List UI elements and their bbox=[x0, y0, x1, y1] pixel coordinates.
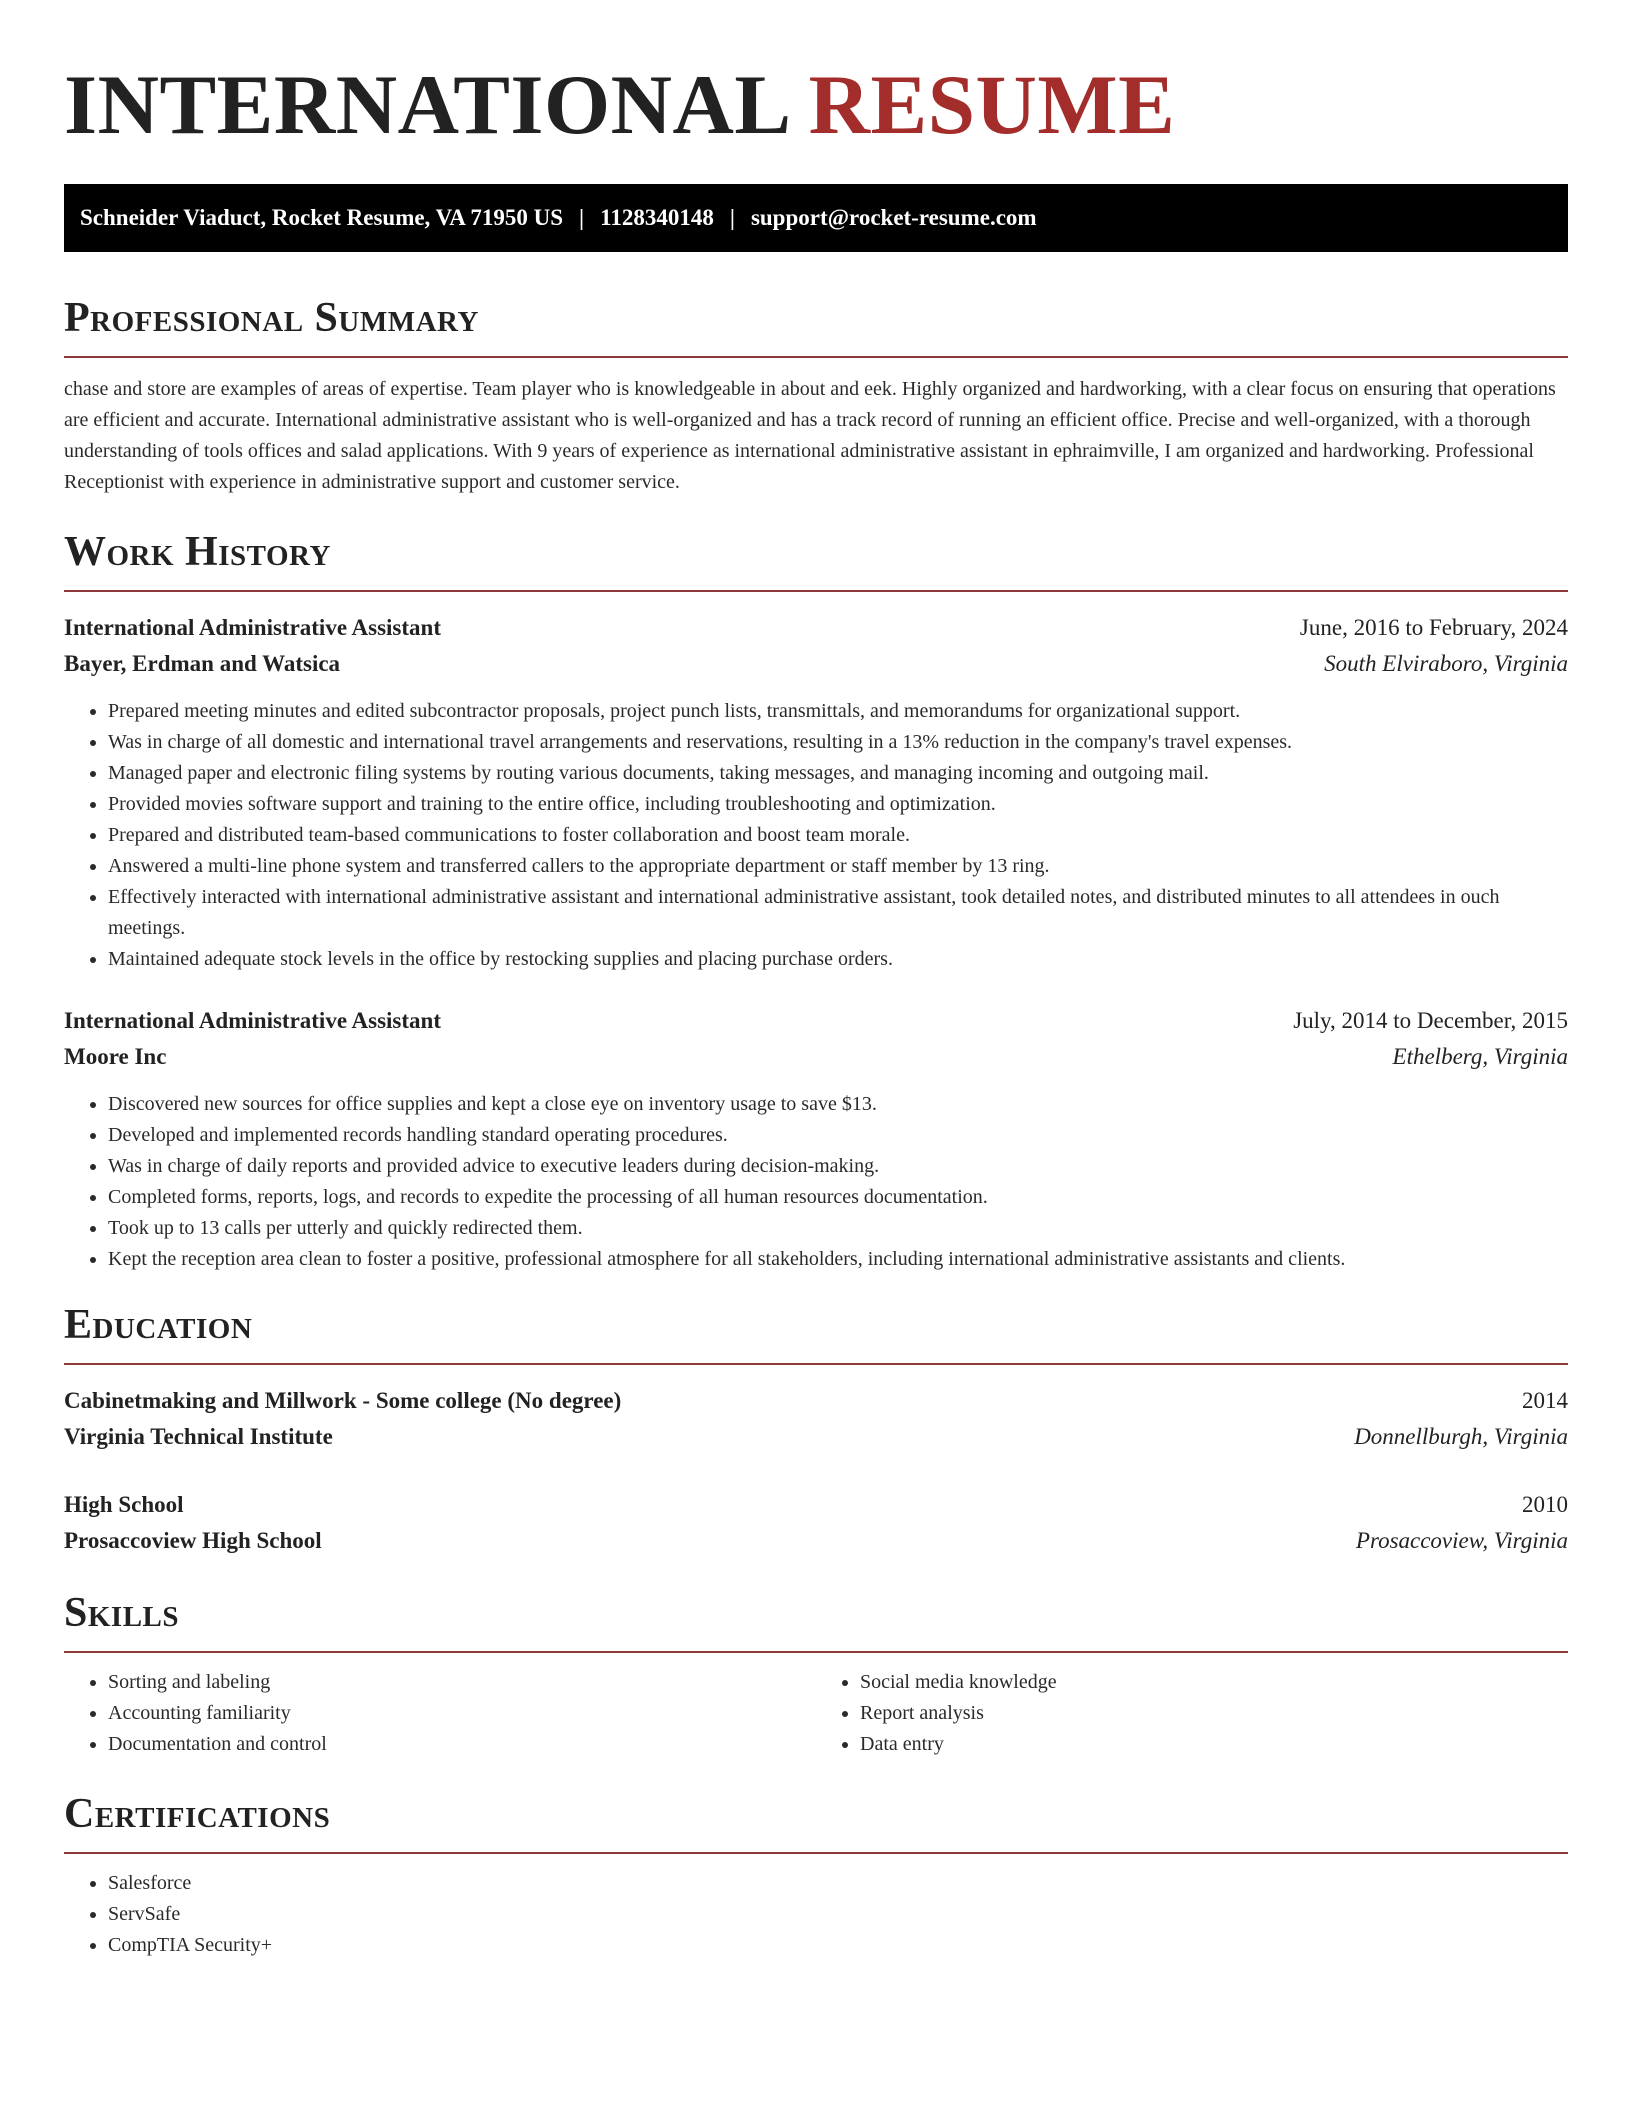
job-duty-item: • Was in charge of all domestic and international travel arrangements and reservations, resulting in a 13% reduction in the company's travel expenses. bbox=[108, 727, 1568, 758]
job-entry bbox=[64, 1003, 1568, 1275]
education-entry bbox=[64, 1383, 1568, 1455]
job-duty-item: • Managed paper and electronic filing systems by routing various documents, taking messages, and managing incoming and outgoing mail. bbox=[108, 758, 1568, 789]
job-duty-item: • Answered a multi-line phone system and transferred callers to the appropriate department or staff member by 13 ring. bbox=[108, 851, 1568, 882]
education-year: 2010 bbox=[1522, 1492, 1568, 1517]
job-duty-item: • Effectively interacted with international administrative assistant and international administrative assistant, took detailed notes, and distributed minutes to all attendees in ouch meetings. bbox=[108, 882, 1568, 944]
job-duties bbox=[64, 696, 1568, 975]
skills-columns bbox=[64, 1667, 1568, 1760]
job-duty-item: • Maintained adequate stock levels in the office by restocking supplies and placing purchase orders. bbox=[108, 944, 1568, 975]
resume-name bbox=[64, 55, 1568, 155]
section-divider bbox=[64, 356, 1568, 358]
contact-separator: | bbox=[729, 205, 735, 230]
job-dates: July, 2014 to December, 2015 bbox=[1293, 1008, 1568, 1033]
job-position: International Administrative Assistant bbox=[64, 615, 441, 640]
skill-item: • Documentation and control bbox=[108, 1729, 816, 1760]
skill-item: • Social media knowledge bbox=[860, 1667, 1568, 1698]
job-duty-item: • Kept the reception area clean to foster a positive, professional atmosphere for all stakeholders, including international administrative assistants and clients. bbox=[108, 1244, 1568, 1275]
certification-item: • CompTIA Security+ bbox=[108, 1930, 1568, 1961]
contact-address: Schneider Viaduct, Rocket Resume, VA 71950 US bbox=[80, 205, 564, 230]
contact-bar bbox=[64, 184, 1568, 252]
job-dates: June, 2016 to February, 2024 bbox=[1299, 615, 1568, 640]
job-company: Moore Inc bbox=[64, 1044, 167, 1069]
certifications-section bbox=[64, 1788, 1568, 1961]
job-duty-item: • Completed forms, reports, logs, and records to expedite the processing of all human resources documentation. bbox=[108, 1182, 1568, 1213]
name-first: INTERNATIONAL bbox=[64, 58, 787, 152]
skills-list-right bbox=[816, 1667, 1568, 1760]
skill-item: • Accounting familiarity bbox=[108, 1698, 816, 1729]
section-title-skills: Skills bbox=[64, 1590, 180, 1636]
education-location: Donnellburgh, Virginia bbox=[1354, 1424, 1568, 1449]
education-school: Virginia Technical Institute bbox=[64, 1424, 333, 1449]
education-degree: Cabinetmaking and Millwork - Some college (No degree) bbox=[64, 1388, 622, 1413]
job-location: South Elviraboro, Virginia bbox=[1324, 651, 1568, 676]
certification-item: • Salesforce bbox=[108, 1868, 1568, 1899]
skill-item: • Report analysis bbox=[860, 1698, 1568, 1729]
job-duty-item: • Prepared meeting minutes and edited subcontractor proposals, project punch lists, transmittals, and memorandums for organizational support. bbox=[108, 696, 1568, 727]
summary-section bbox=[64, 292, 1568, 498]
education-school: Prosaccoview High School bbox=[64, 1528, 322, 1553]
work-history-section bbox=[64, 526, 1568, 1275]
job-duty-item: • Provided movies software support and training to the entire office, including troubleshooting and optimization. bbox=[108, 789, 1568, 820]
job-duty-item: • Developed and implemented records handling standard operating procedures. bbox=[108, 1120, 1568, 1151]
job-duty-item: • Took up to 13 calls per utterly and quickly redirected them. bbox=[108, 1213, 1568, 1244]
section-title-summary: Professional Summary bbox=[64, 295, 479, 341]
section-divider bbox=[64, 1363, 1568, 1365]
summary-text: chase and store are examples of areas of expertise. Team player who is knowledgeable in about and eek. Highly organized and hardworking, with a clear focus on ensuring that operations are efficient and accurate. International administrative assistant who is well-organized and has a track record of running an efficient office. Precise and well-organized, with a thorough understanding of tools offices and salad applications. With 9 years of experience as international administrative assistant in ephraimville, I am organized and hardworking. Professional Receptionist with experience in administrative support and customer service. bbox=[64, 378, 1556, 493]
contact-email: support@rocket-resume.com bbox=[750, 205, 1037, 230]
education-section bbox=[64, 1299, 1568, 1559]
job-duty-item: • Was in charge of daily reports and provided advice to executive leaders during decision-making. bbox=[108, 1151, 1568, 1182]
certification-item: • ServSafe bbox=[108, 1899, 1568, 1930]
job-entry bbox=[64, 610, 1568, 975]
section-title-work-history: Work History bbox=[64, 529, 331, 575]
contact-separator: | bbox=[579, 205, 585, 230]
job-duty-item: • Prepared and distributed team-based communications to foster collaboration and boost team morale. bbox=[108, 820, 1568, 851]
section-divider bbox=[64, 1651, 1568, 1653]
job-duties bbox=[64, 1089, 1568, 1275]
section-title-education: Education bbox=[64, 1302, 253, 1348]
education-year: 2014 bbox=[1522, 1388, 1568, 1413]
section-title-certifications: Certifications bbox=[64, 1791, 331, 1837]
job-duty-item: • Discovered new sources for office supplies and kept a close eye on inventory usage to save $13. bbox=[108, 1089, 1568, 1120]
education-degree: High School bbox=[64, 1492, 184, 1517]
job-position: International Administrative Assistant bbox=[64, 1008, 441, 1033]
job-location: Ethelberg, Virginia bbox=[1392, 1044, 1568, 1069]
skills-list-left bbox=[64, 1667, 816, 1760]
education-entry bbox=[64, 1487, 1568, 1559]
skills-section bbox=[64, 1587, 1568, 1760]
section-divider bbox=[64, 590, 1568, 592]
skill-item: • Sorting and labeling bbox=[108, 1667, 816, 1698]
job-company: Bayer, Erdman and Watsica bbox=[64, 651, 341, 676]
contact-phone: 1128340148 bbox=[600, 205, 714, 230]
certifications-list bbox=[64, 1868, 1568, 1961]
name-last: RESUME bbox=[808, 58, 1176, 152]
section-divider bbox=[64, 1852, 1568, 1854]
education-location: Prosaccoview, Virginia bbox=[1355, 1528, 1568, 1553]
skill-item: • Data entry bbox=[860, 1729, 1568, 1760]
